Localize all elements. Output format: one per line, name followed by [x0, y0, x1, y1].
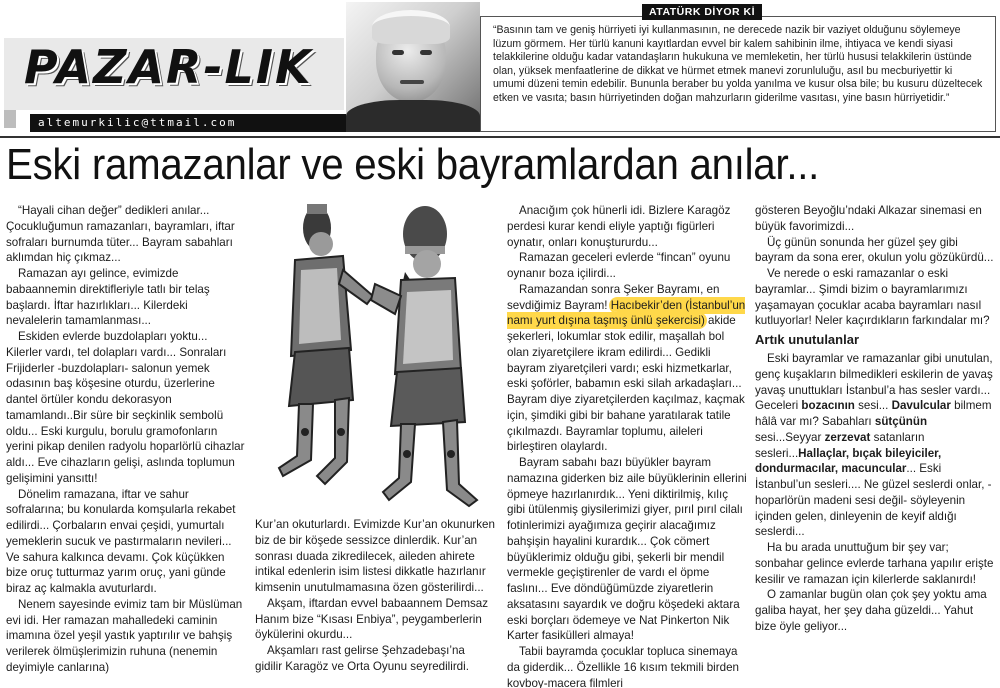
column-logo: PAZAR-LIK [24, 40, 313, 94]
portrait-coat [346, 100, 480, 132]
karagoz-figure-left [279, 204, 373, 484]
paragraph: O zamanlar bugün olan çok şey yoktu ama galiba hayat, her şey daha güzeldi... Yahut bize öyle geliyor... [755, 588, 987, 633]
ataturk-quote-tag: ATATÜRK DİYOR Kİ [642, 4, 762, 20]
article-column-2 [255, 517, 495, 675]
paragraph [507, 282, 747, 455]
ataturk-quote-text: “Basının tam ve geniş hürriyeti iyi kullanmasının, ne derecede nazik bir vaziyet olduğunu söylemeye lüzum görmem. Her türlü kanuni kayıtlardan evvel bir kalem sahibinin ilme, ihtiyaca ve kendi siyasi telakkilerine olduğu kadar vatandaşların hukukuna ve memleketin, her türlü hususi telakkilerin üstünde olan, yüksek menfaatlerine de dikkat ve hürmet etmek manevi zorunluluğu, asıl bu mecburiyettir ki umumi düzeni temin edebilir. Bununla beraber bu yolda yanılma ve kusur olsa bile; bu kusuru düzeltecek etken ve vasıta; basın hürriyetinden doğan mahzurların giderilme vasıtası, yine basın hürriyetidir.” [493, 24, 983, 104]
paragraph: Kur’an okuturlardı. Evimizde Kur’an okunurken biz de bir köşede sessizce dinlerdik. Kur’an sonrası duada zikredilecek, aileden ahirete intikal edenlerin isim listesi dikkatle hazırlanır kimsenin unutulmamasına özen gösterilirdi... [255, 518, 495, 594]
paragraph: Bayram sabahı bazı büyükler bayram namazına giderken biz aile büyüklerinin ellerini öpmeye hazırlanırdık... Yeni diktirilmiş, kılıç gibi ütülenmiş giysilerimizi giyer, pırıl pırıl cilalı fotinlerimizi ayağımıza geçirir alacağımız bahşişin hayalini kurardık... Çok cömert büyüklerimiz olduğu gibi, şekerli bir mendil vermekle geçiştirenler de vardı el öpme faslını... Eve döndüğümüzde ziyaretlerin aksatasını sayardık ve doğru köşedeki aktara eski borçları ödemeye ve Nat Pinkerton Nik Karter fasikülleri almaya! [507, 456, 747, 643]
bold-text: Hallaçlar, bıçak bileyiciler, dondurmacılar, macuncular [755, 446, 942, 476]
article-column-3 [507, 203, 747, 688]
article-column-1 [6, 203, 246, 676]
bold-text: bozacının [801, 399, 855, 413]
text-run: sesi...Seyyar [755, 430, 825, 444]
bold-text: zerzevat [824, 430, 871, 444]
masthead [0, 0, 480, 135]
paragraph: Anacığım çok hünerli idi. Bizlere Karagöz perdesi kurar kendi eliyle yaptığı figürleri oynatır, onları konuştururdu... [507, 204, 731, 249]
text-run: Eski bayramlar ve ramazanlar gibi unutulan, genç kuşakların bilmedikleri eskilerin de yavaş yavaş unuttukları İstanbul’a has sesler vardı... Geceleri [755, 352, 993, 413]
paragraph: “Hayali cihan değer” dedikleri anılar... Çocukluğumun ramazanları, bayramları, iftar sofraları burnumda tüter... Bayram sabahları aklımdan hiç çıkmaz... [6, 204, 235, 265]
paragraph: Nenem sayesinde evimiz tam bir Müslüman evi idi. Her ramazan mahalledeki caminin imamına özel yeşil yastık yaptırılır ve bahşiş verilerek ölmüşlerimizin ruhuna (nenemin deyimiyle canlarına) [6, 597, 243, 674]
text-run: ... Eski İstanbul’un sesleri.... Ne güzel seslerdi onlar, -hoparlörün madeni sesi değil- söyleyenin içinden gelen, dinleyenin de keyif aldığı seslerdi... [755, 462, 992, 539]
text-run: sesi... [854, 399, 892, 413]
paragraph: Dönelim ramazana, iftar ve sahur sofralarına; bu konularda komşularla rekabet edilirdi... Çorbaların envai çeşidi, yumurtalı yemeklerin sucuk ve pastırmaların nevileri... Ve sahura kalkınca devamı. Çok küçükken bize oruç tutturmaz yarım oruç, yani günde biraz aç kalmakla avuturlardı. [6, 487, 236, 595]
portrait-eye [392, 50, 404, 55]
portrait-eye [420, 50, 432, 55]
paragraph: Akşam, iftardan evvel babaannem Demsaz Hanım bize “Kısası Enbiya”, peygamberlerin öykülerini okurdu... [255, 596, 489, 642]
paragraph: Akşamları rast gelirse Şehzadebaşı’na gidilir Karagöz ve Orta Oyunu seyredilirdi. [255, 644, 469, 673]
portrait-mouth [400, 80, 424, 84]
bold-text: Davulcular [891, 399, 951, 413]
section-subheading: Artık unutulanlar [755, 332, 860, 347]
paragraph: Eskiden evlerde buzdolapları yoktu... Kilerler vardı, tel dolapları vardı... Sonraları Frijiderler -buzdolapları- salonun yemek odasının baş köşesine oturdu, üzerlerine dantel örtüler kondu dekorasyon tamamlandı..Bir süre bir seçkinlik sembolü oldu... Eski kurgulu, borulu gramofonların yerini pikap denilen radyolu hoparlörlü cihazlar aldı... Eve cihazların gelişi, aslında toplumun gelişimini yansıttı! [6, 330, 245, 485]
article-column-4 [755, 203, 995, 635]
text-run: Ramazandan sonra Şeker Bayramı, en sevdiğimiz Bayram! [507, 282, 720, 312]
text-run: satanların sesleri... [755, 430, 925, 460]
author-email[interactable]: altemurkilic@ttmail.com [30, 114, 350, 132]
text-run: bilmem hâlâ var mı? Sabahları [755, 399, 992, 428]
paragraph [755, 351, 995, 540]
paragraph: Ve nerede o eski ramazanlar o eski bayramlar... Şimdi bizim o bayramlarımızı yaşamayan çocuklar acaba bayramları nasıl kutluyorlar! Neler kaçırdıkların farkındalar mı? [755, 267, 990, 328]
portrait-hair [372, 10, 450, 44]
article-headline: Eski ramazanlar ve eski bayramlardan anılar... [6, 140, 820, 189]
hacivat-figure-right [371, 206, 477, 506]
ataturk-quote-box [480, 16, 996, 132]
paragraph: Ramazan ayı gelince, evimizde babaannemin direktifleriyle tatlı bir telaş başlardı. İftar hazırlıkları... Kilerdeki nevalelerin tamamlanması... [6, 267, 210, 328]
paragraph: Tabii bayramda çocuklar topluca sinemaya da giderdik... Özellikle 16 kısım tekmili birden kovboy-macera filmleri [507, 645, 739, 688]
paragraph: Üç günün sonunda her güzel şey gibi bayram da sona erer, okulun yolu gözükürdü... [755, 235, 994, 265]
text-run: akide şekerleri, lokumlar stok edilir, maşallah bol olan ziyaretçilere ikram edilirdi... Gedikli bayram ziyaretçileri vardı; eski hizmetkarlar, eski şoförler, babamın eski silah arkadaşları... Bayram diye ziyaretçilerden kaçılmaz, kaçmak için, şimdiki gibi bir bahane yaratılarak tatile çıkılmazdı. Bayramlar toplumu, aileleri birleştiren olaylardı. [507, 314, 745, 454]
paragraph: Ramazan geceleri evlerde “fincan” oyunu oynanır boza içilirdi... [507, 251, 731, 280]
karagoz-hacivat-illustration [255, 200, 495, 512]
paragraph: gösteren Beyoğlu’ndaki Alkazar sinemasi en büyük favorimizdi... [755, 204, 982, 233]
bold-text: sütçünün [874, 415, 928, 428]
header-divider [0, 136, 1000, 138]
author-portrait [346, 2, 480, 132]
highlighted-text: Hacıbekir’den (İstanbul’un namı yurt dışına taşmış ünlü şekercisi) [507, 298, 746, 328]
paragraph: Ha bu arada unuttuğum bir şey var; sonbahar gelince evlerde tarhana yapılır erişte kesilir ve ramazan için kilerlerde saklanırdı! [755, 541, 994, 586]
